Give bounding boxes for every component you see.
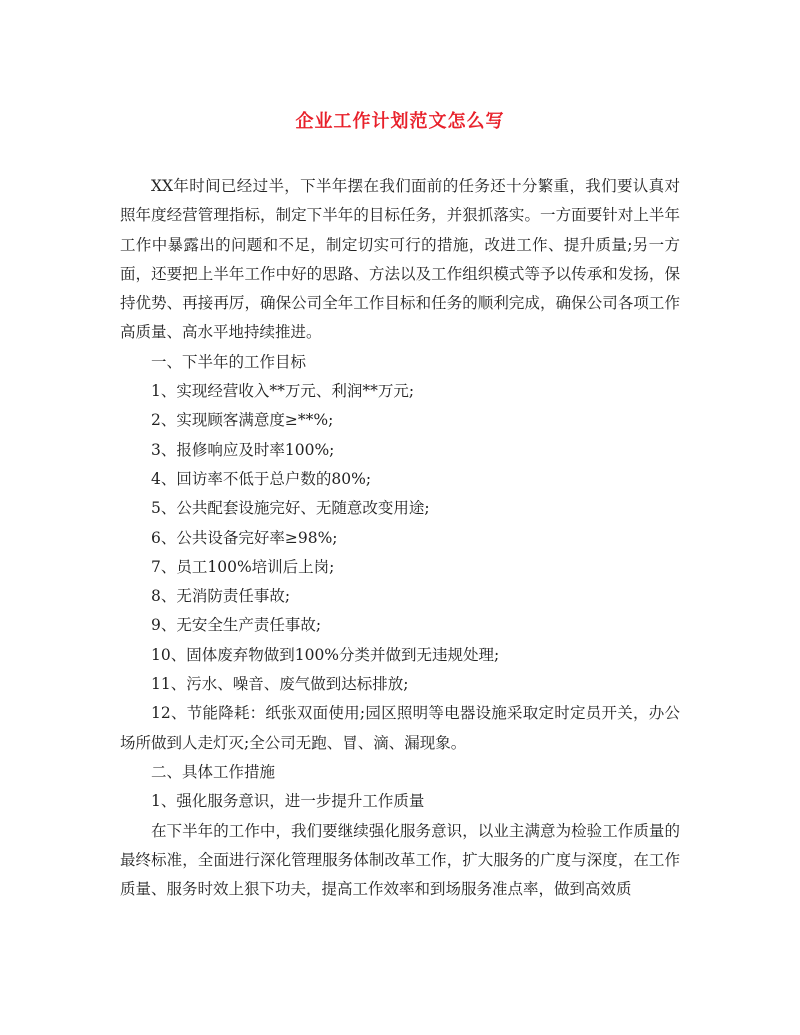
goal-item: 10、固体废弃物做到100%分类并做到无违规处理; xyxy=(151,645,500,664)
document-body xyxy=(120,172,680,904)
goal-item: 3、报修响应及时率100%; xyxy=(151,440,335,459)
goal-item: 5、公共配套设施完好、无随意改变用途; xyxy=(151,499,430,518)
goal-item: 8、无消防责任事故; xyxy=(151,587,291,606)
goal-item: 1、实现经营收入**万元、利润**万元; xyxy=(151,382,415,401)
goal-item: 11、污水、噪音、废气做到达标排放; xyxy=(151,675,409,694)
subsection-heading: 1、强化服务意识，进一步提升工作质量 xyxy=(151,792,425,811)
intro-paragraph: XX年时间已经过半，下半年摆在我们面前的任务还十分繁重，我们要认真对照年度经营管理指标，制定下半年的目标任务，并狠抓落实。一方面要针对上半年工作中暴露出的问题和不足，制定切实可行的措施，改进工作、提升质量;另一方面，还要把上半年工作中好的思路、方法以及工作组织模式等予以传承和发扬，保持优势、再接再厉，确保公司全年工作目标和任务的顺利完成，确保公司各项工作高质量、高水平地持续推进。 xyxy=(120,177,680,342)
goal-item: 4、回访率不低于总户数的80%; xyxy=(151,469,372,488)
measures-paragraph: 在下半年的工作中，我们要继续强化服务意识，以业主满意为检验工作质量的最终标准，全面进行深化管理服务体制改革工作，扩大服务的广度与深度，在工作质量、服务时效上狠下功夫，提高工作效率和到场服务准点率，做到高效质 xyxy=(120,821,680,899)
goal-item: 6、公共设备完好率≥98%; xyxy=(151,528,338,547)
goal-item: 2、实现顾客满意度≥**%; xyxy=(151,411,334,430)
goal-item: 9、无安全生产责任事故; xyxy=(151,616,322,635)
section-heading-goals: 一、下半年的工作目标 xyxy=(151,352,307,371)
goal-item: 12、节能降耗：纸张双面使用;园区照明等电器设施采取定时定员开关，办公场所做到人走灯灭;全公司无跑、冒、滴、漏现象。 xyxy=(120,704,680,752)
goal-item: 7、员工100%培训后上岗; xyxy=(151,557,335,576)
document-title: 企业工作计划范文怎么写 xyxy=(295,111,505,132)
section-heading-measures: 二、具体工作措施 xyxy=(151,762,276,781)
